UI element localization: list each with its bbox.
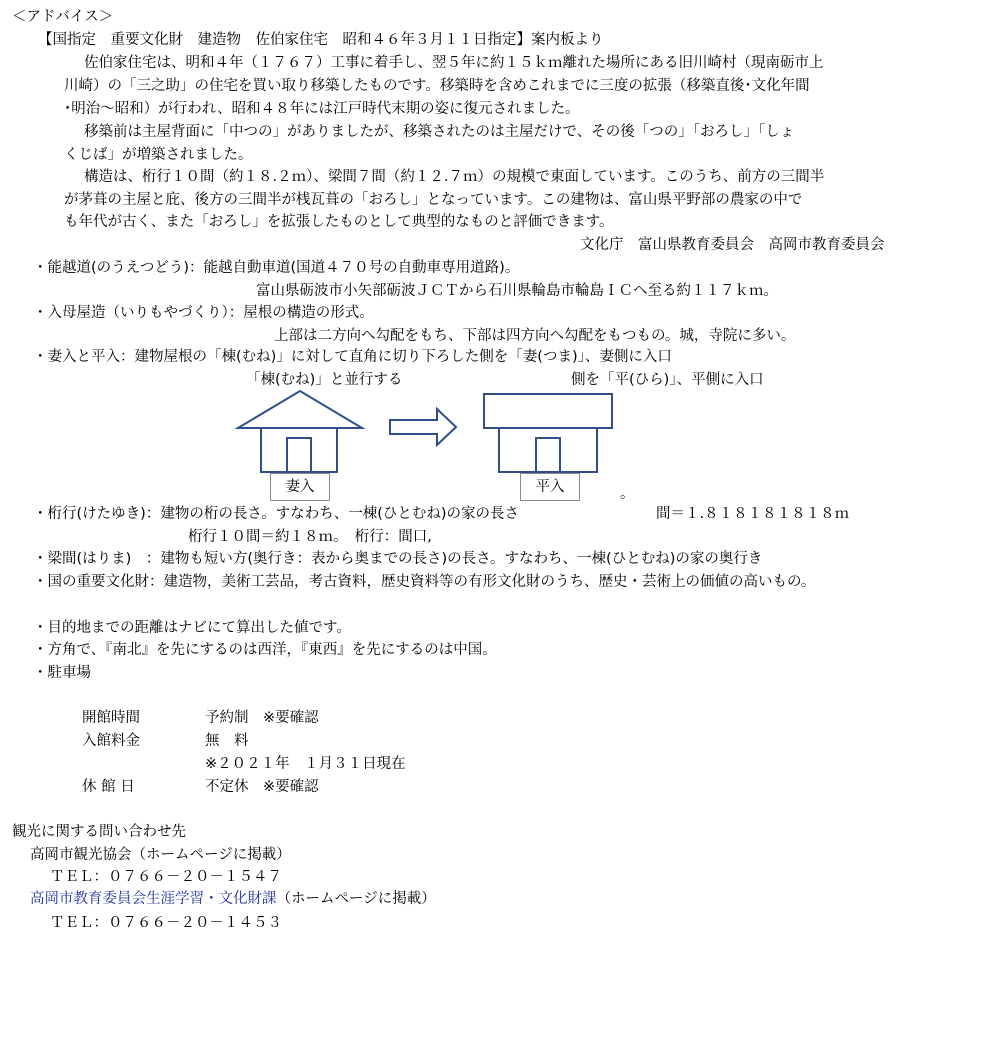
hours-value: 予約制 ※要確認 [205, 710, 319, 726]
contact-org2-note: （ホームページに掲載） [276, 891, 436, 907]
sign-p2-line2: くじば」が増築されました。 [64, 147, 253, 163]
contact-org2-row [30, 888, 436, 911]
note-juyo-bunkazai: ・国の重要文化財：建造物，美術工芸品，考古資料，歴史資料等の有形文化財のうち、歴史・芸術上の価値の高いもの。 [33, 574, 816, 590]
note-navi: ・目的地までの距離はナビにて算出した値です。 [33, 620, 351, 636]
note-irimoya-line2: 上部は二方向へ勾配をもち、下部は四方向へ勾配をもつもの。城，寺院に多い。 [274, 328, 796, 344]
note-ketayuki-line2: 桁行１０間＝約１８ｍ。 桁行：間口, [188, 529, 432, 545]
fee-label: 入館料金 [82, 733, 140, 749]
sign-p1-line2: 川崎）の「三之助」の住宅を買い取り移築したものです。移築時を含めこれまでに三度の拡張（移築直後･文化年間 [64, 78, 810, 94]
contact-org2-link[interactable]: 高岡市教育委員会生涯学習・文化財課 [30, 891, 277, 907]
contact-tel1: ＴＥＬ：０７６６－２０－１５４７ [50, 869, 282, 885]
arrow-right-icon [390, 409, 456, 445]
hirairi-wall-icon [499, 428, 597, 472]
note-noetsu-line1: ・能越道(のうえつどう)：能越自動車道(国道４７０号の自動車専用道路)。 [33, 260, 520, 276]
note-noetsu-line2: 富山県砺波市小矢部砺波ＪＣＴから石川県輪島市輪島ＩＣへ至る約１１７ｋｍ。 [256, 283, 778, 299]
advice-heading: ＜アドバイス＞ [12, 9, 114, 25]
hirairi-roof-icon [484, 394, 612, 428]
sign-p3-line3: も年代が古く、また「おろし」を拡張したものとして典型的なものと評価できます。 [64, 214, 614, 230]
tsumairi-roof-icon [238, 391, 362, 428]
sign-credit: 文化庁 富山県教育委員会 高岡市教育委員会 [580, 237, 885, 253]
closed-value: 不定休 ※要確認 [205, 779, 319, 795]
hours-label: 開館時間 [82, 710, 140, 726]
note-tsumairi-line2b: 側を「平(ひら)」、平側に入口 [571, 372, 764, 388]
note-ketayuki-line1b: 間＝１.８１８１８１８１８ｍ [656, 506, 850, 522]
sign-p3-line2: が茅葺の主屋と庇、後方の三間半が桟瓦葺の「おろし」となっています。この建物は、富山県平野部の農家の中で [64, 192, 803, 208]
sign-title: 【国指定 重要文化財 建造物 佐伯家住宅 昭和４６年３月１１日指定】案内板より [38, 32, 604, 48]
sign-p1-line1: 佐伯家住宅は、明和４年（１７６７）工事に着手し、翌５年に約１５ｋｍ離れた場所にある旧川崎村（現南砺市上 [84, 55, 824, 71]
fee-value: 無 料 [205, 733, 249, 749]
tsumairi-wall-icon [261, 428, 337, 472]
contact-heading: 観光に関する問い合わせ先 [12, 824, 186, 840]
contact-org1: 高岡市観光協会（ホームページに掲載） [30, 847, 291, 863]
note-tsumairi-line2a: 「棟(むね)」と並行する [246, 372, 403, 388]
closed-label: 休 館 日 [82, 779, 135, 795]
hirairi-label: 平入 [520, 473, 580, 501]
note-ketayuki-line1a: ・桁行(けたゆき)：建物の桁の長さ。すなわち、一棟(ひとむね)の家の長さ [33, 506, 520, 522]
contact-tel2: ＴＥＬ：０７６６－２０－１４５３ [50, 915, 282, 931]
note-irimoya-line1: ・入母屋造（いりもやづくり）：屋根の構造の形式。 [33, 305, 374, 321]
sign-p1-line3: ･明治～昭和）が行われ、昭和４８年には江戸時代末期の姿に復元されました。 [64, 101, 580, 117]
tsumairi-label: 妻入 [270, 473, 330, 501]
fee-note: ※２０２１年 １月３１日現在 [205, 756, 406, 772]
note-tsumairi-line1: ・妻入と平入：建物屋根の「棟(むね)」に対して直角に切り下ろした側を「妻(つま)」、妻側に入口 [33, 349, 672, 365]
note-hougaku: ・方角で、『南北』を先にするのは西洋，『東西』を先にするのは中国。 [33, 642, 497, 658]
note-harima: ・梁間(はりま) ：建物も短い方(奥行き：表から奥までの長さ)の長さ。すなわち、一棟(ひとむね)の家の奥行き [33, 551, 763, 567]
tsumairi-door-icon [287, 438, 311, 472]
note-parking: ・駐車場 [33, 665, 91, 681]
sign-p2-line1: 移築前は主屋背面に「中つの」がありましたが、移築されたのは主屋だけで、その後「つの」「おろし」「しょ [84, 124, 795, 140]
hirairi-door-icon [536, 438, 560, 472]
sign-p3-line1: 構造は、桁行１０間（約１８.２ｍ）、梁間７間（約１２.７ｍ）の規模で東面しています。このうち、前方の三間半 [84, 169, 825, 185]
diagram-dot: 。 [620, 486, 635, 502]
